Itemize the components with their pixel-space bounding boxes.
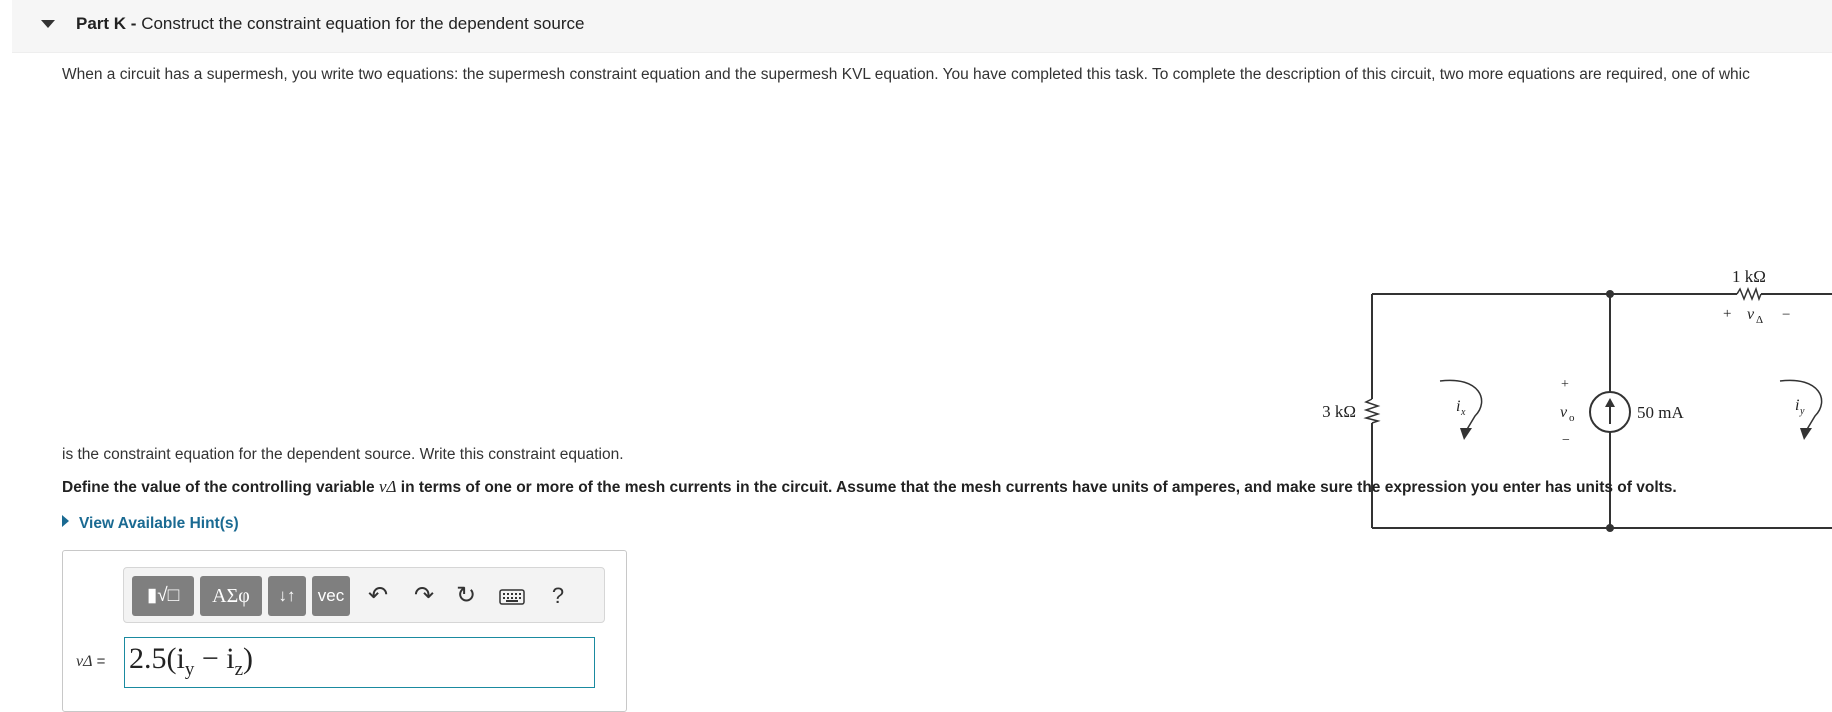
part-header[interactable] [12,0,1832,53]
part-title-text: Construct the constraint equation for the dependent source [141,14,585,33]
vdelta-sub: Δ [1756,314,1764,326]
label-50ma: 50 mA [1637,403,1684,422]
resistor-1k [1737,289,1761,299]
part-title [76,14,584,34]
vdelta-plus: + [1723,306,1732,322]
vector-button[interactable]: vec [312,576,350,616]
reset-icon[interactable]: ↻ [455,582,477,609]
undo-icon[interactable]: ↶ [367,582,389,609]
view-hints-link[interactable] [62,515,239,533]
resistor-3k [1366,399,1378,423]
mesh-ix-label: i [1456,398,1461,415]
templates-button[interactable]: ▮√□ [132,576,194,616]
redo-icon[interactable]: ↷ [413,582,435,609]
vdelta-label: v [1747,306,1755,323]
vo-plus: + [1561,377,1569,392]
part-label: Part K - [76,14,137,33]
define-var: vΔ [378,477,397,496]
define-after: in terms of one or more of the mesh currents in the circuit. Assume that the mesh currents have units of amperes, and make sure the expression you enter has units of volts. [396,479,1677,496]
circuit-diagram [650,128,1805,448]
help-button[interactable]: ? [551,583,565,608]
expr-start: 2.5(i [129,642,185,675]
mesh-iy-label: i [1795,397,1800,414]
vo-label: v [1560,404,1568,421]
vo-sub: o [1569,412,1575,424]
answer-var: vΔ [76,653,93,670]
math-toolbar [123,567,605,623]
answer-box [62,550,627,712]
label-3k: 3 kΩ [1322,402,1356,421]
answer-variable-label [76,653,105,671]
greek-symbols-button[interactable]: ΑΣφ [200,576,262,616]
expr-sub-y: y [184,659,195,680]
collapse-caret-icon[interactable] [41,20,55,28]
expr-end: ) [243,642,254,675]
mesh-iy-sub: y [1800,406,1805,417]
expr-mid: − i [194,642,235,675]
mesh-arrow-x [1440,380,1482,431]
keyboard-icon[interactable] [496,576,528,616]
vdelta-minus: − [1782,307,1791,323]
constraint-sentence: is the constraint equation for the dependent source. Write this constraint equation. [62,446,624,463]
define-instruction [62,477,1677,497]
label-1k: 1 kΩ [1732,267,1766,286]
define-before: Define the value of the controlling variable [62,479,379,496]
mesh-ix-sub: x [1461,407,1466,418]
subscript-button[interactable]: ↓↑ [268,576,306,616]
intro-text: When a circuit has a supermesh, you write two equations: the supermesh constraint equation and the supermesh KVL equation. You have completed this task. To complete the description of this circuit, two more equations are required, one of whic [62,66,1750,83]
answer-expression [129,642,253,681]
answer-equals: = [96,653,106,670]
expr-sub-z: z [234,659,244,680]
hint-label: View Available Hint(s) [79,515,239,532]
vo-minus: − [1562,433,1570,448]
answer-input[interactable] [124,637,595,688]
caret-right-icon [62,515,69,527]
